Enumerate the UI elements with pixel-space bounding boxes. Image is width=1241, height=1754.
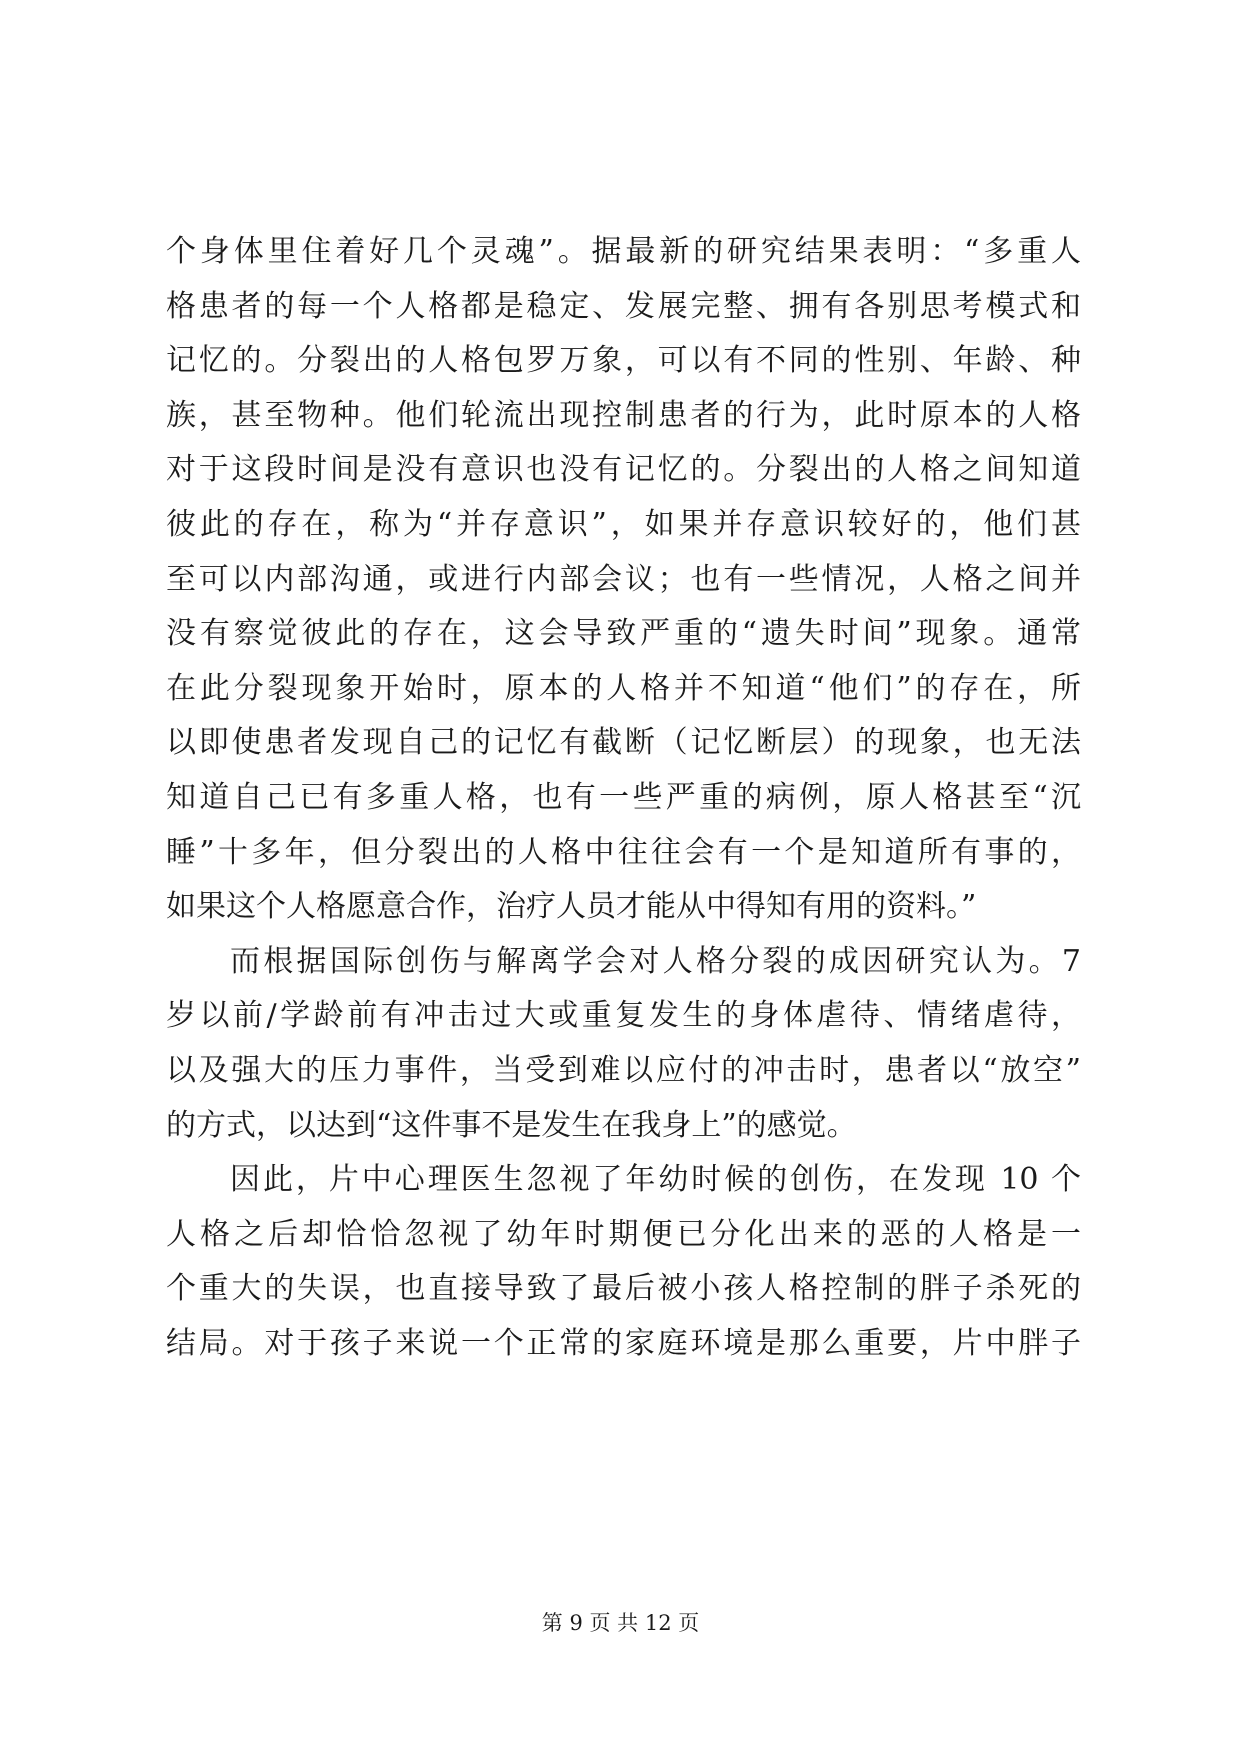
text-line: 没有察觉彼此的存在，这会导致严重的“遗失时间”现象。通常 [166, 616, 1081, 652]
text-line: 知道自己已有多重人格，也有一些严重的病例，原人格甚至“沉 [166, 779, 1081, 815]
text-line: 的方式，以达到“这件事不是发生在我身上”的感觉。 [166, 1107, 857, 1143]
text-line: 彼此的存在，称为“并存意识”，如果并存意识较好的，他们甚 [166, 506, 1081, 542]
text-line: 格患者的每一个人格都是稳定、发展完整、拥有各别思考模式和 [166, 288, 1081, 324]
text-line: 族，甚至物种。他们轮流出现控制患者的行为，此时原本的人格 [166, 397, 1081, 433]
text-line: 睡”十多年，但分裂出的人格中往往会有一个是知道所有事的， [166, 834, 1081, 870]
text-line: 记忆的。分裂出的人格包罗万象，可以有不同的性别、年龄、种 [166, 343, 1081, 379]
paragraph [166, 935, 1081, 1153]
document-body [166, 225, 1081, 1371]
text-line: 而根据国际创伤与解离学会对人格分裂的成因研究认为。7 [230, 943, 1081, 979]
paragraph [166, 1153, 1081, 1371]
text-line: 至可以内部沟通，或进行内部会议；也有一些情况，人格之间并 [166, 561, 1081, 597]
paragraph [166, 225, 1081, 935]
text-line: 以及强大的压力事件，当受到难以应付的冲击时，患者以“放空” [166, 1052, 1081, 1088]
page-footer: 第 9 页 共 12 页 [541, 1611, 700, 1635]
text-line: 以即使患者发现自己的记忆有截断（记忆断层）的现象，也无法 [166, 725, 1081, 761]
text-line: 个重大的失误，也直接导致了最后被小孩人格控制的胖子杀死的 [166, 1271, 1081, 1307]
text-line: 因此，片中心理医生忽视了年幼时候的创伤，在发现 10 个 [230, 1162, 1081, 1198]
text-line: 如果这个人格愿意合作，治疗人员才能从中得知有用的资料。” [166, 889, 977, 925]
text-line: 岁以前/学龄前有冲击过大或重复发生的身体虐待、情绪虐待， [166, 998, 1081, 1034]
text-line: 结局。对于孩子来说一个正常的家庭环境是那么重要，片中胖子 [166, 1325, 1081, 1361]
text-line: 对于这段时间是没有意识也没有记忆的。分裂出的人格之间知道 [166, 452, 1081, 488]
text-line: 在此分裂现象开始时，原本的人格并不知道“他们”的存在，所 [166, 670, 1081, 706]
text-line: 个身体里住着好几个灵魂”。据最新的研究结果表明：“多重人 [166, 234, 1081, 269]
text-line: 人格之后却恰恰忽视了幼年时期便已分化出来的恶的人格是一 [166, 1216, 1081, 1252]
